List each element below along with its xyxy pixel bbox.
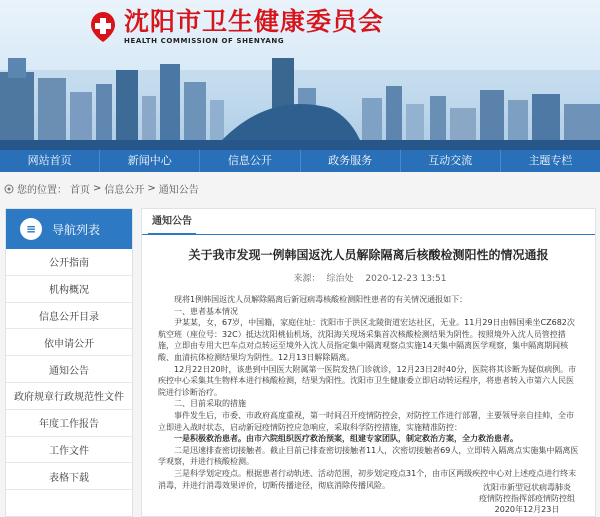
article-meta xyxy=(142,271,595,284)
sidebar-heading xyxy=(6,209,132,249)
header-banner xyxy=(0,0,600,150)
sidebar-item-guide[interactable]: 公开指南 xyxy=(6,249,132,276)
sidebar-item-notices[interactable]: 通知公告 xyxy=(6,356,132,383)
sidebar-item-catalog[interactable]: 信息公开目录 xyxy=(6,303,132,330)
nav-interaction[interactable]: 互动交流 xyxy=(401,150,501,172)
sidebar xyxy=(5,208,133,517)
site-title-en: HEALTH COMMISSION OF SHENYANG xyxy=(124,37,285,45)
site-logo[interactable] xyxy=(88,8,384,45)
paragraph: 二是迅速排查密切接触者。截止目前已排查密切接触者11人，次密切接触者69人，立即转入隔离点实施集中隔离医学观察，并进行核酸检测。 xyxy=(158,445,579,467)
health-cross-logo-icon xyxy=(88,10,118,44)
article-title: 关于我市发现一例韩国返沈人员解除隔离后核酸检测阳性的情况通报 xyxy=(188,248,549,262)
breadcrumb-prefix: 您的位置： xyxy=(17,185,67,196)
source-label: 来源： xyxy=(293,274,321,284)
sidebar-item-org-overview[interactable]: 机构概况 xyxy=(6,276,132,303)
nav-home[interactable]: 网站首页 xyxy=(0,150,100,172)
nav-info-disclosure[interactable]: 信息公开 xyxy=(200,150,300,172)
breadcrumb-separator: > xyxy=(93,183,102,194)
breadcrumb xyxy=(4,181,199,196)
section-tab-bar xyxy=(142,209,595,235)
sidebar-item-downloads[interactable]: 表格下载 xyxy=(6,463,132,490)
sidebar-item-request[interactable]: 依申请公开 xyxy=(6,329,132,356)
paragraph: 12月22日20时，该患到中国医大附属第一医院发热门诊就诊，12月23日2时40分，医院将其诊断为疑似病例。市疾控中心采集其生物样本进行核酸检测，结果为阳性。沈阳市卫生健康委立即启动转运程序，将患者转入市第六人民医院进行诊断治疗。 xyxy=(158,364,577,397)
paragraph: 一是积极救治患者。由市六院组织医疗救治预案，组建专家团队，制定救治方案，全力救治患者。 xyxy=(174,434,518,444)
breadcrumb-separator: > xyxy=(147,183,156,194)
tab-notices[interactable]: 通知公告 xyxy=(148,209,196,235)
nav-news[interactable]: 新闻中心 xyxy=(100,150,200,172)
section-heading: 一、患者基本情况 xyxy=(174,306,238,316)
list-icon: ≡ xyxy=(20,218,42,240)
sidebar-heading-label: 导航列表 xyxy=(52,222,101,237)
breadcrumb-info-disclosure[interactable]: 信息公开 xyxy=(104,185,145,196)
paragraph: 三是科学划定疫点。根据患者行动轨迹、活动范围，初步划定疫点31个，由市区两级疾控中心对上述疫点进行终末消毒，并进行消毒效果评价，切断传播途径，彻底消除传播风险。 xyxy=(158,468,577,490)
article-body xyxy=(142,284,595,491)
nav-gov-services[interactable]: 政务服务 xyxy=(301,150,401,172)
site-title-cn: 沈阳市卫生健康委员会 xyxy=(124,7,385,36)
nav-topics[interactable]: 主题专栏 xyxy=(528,154,573,167)
signature-line: 疫情防控指挥部疫情防控组 xyxy=(479,494,575,503)
main-nav xyxy=(0,150,600,172)
signature-date: 2020年12月23日 xyxy=(494,505,560,514)
section-heading: 二、目前采取的措施 xyxy=(174,399,246,409)
location-icon xyxy=(4,184,14,194)
article-date: 2020-12-23 13:51 xyxy=(365,274,447,284)
breadcrumb-notices[interactable]: 通知公告 xyxy=(158,185,199,196)
article-signature xyxy=(479,482,575,515)
signature-line: 沈阳市新型冠状病毒肺炎 xyxy=(483,483,571,492)
sidebar-item-work-docs[interactable]: 工作文件 xyxy=(6,437,132,464)
article-panel xyxy=(141,208,596,517)
sidebar-item-annual-report[interactable]: 年度工作报告 xyxy=(6,410,132,437)
paragraph: 尹某某，女，67岁，中国籍，家庭住址：沈阳市于洪区北陵街道宏达社区，无业。11月29日由韩国乘坐CZ682次航空班（座位号：32C）抵达沈阳桃仙机场，沈阳海关现场采集首次核酸检测结果为阴性。按照境外入沈人员管控措施，立即由专用大巴车点对点转运至境外入沈人员指定集中隔离观察点实施14天集中隔离医学观察，集中隔离期间核酸、血清抗体检测结果均为阴性。12月13日解除隔离。 xyxy=(158,318,575,362)
article-source: 综治处 xyxy=(326,274,354,284)
breadcrumb-home[interactable]: 首页 xyxy=(70,185,90,196)
sidebar-item-regulations[interactable]: 政府规章行政规范性文件 xyxy=(6,383,132,410)
paragraph: 现将1例韩国返沈人员解除隔离后新冠病毒核酸检测阳性患者的有关情况通报如下： xyxy=(174,295,468,304)
paragraph: 事件发生后，市委、市政府高度重视，第一时间召开疫情防控会，对防控工作进行部署，主要领导亲自挂帅，全市立即进入战时状态，启动新冠疫情防控应急响应，采取科学防控措施，实施精准防控： xyxy=(158,410,574,432)
